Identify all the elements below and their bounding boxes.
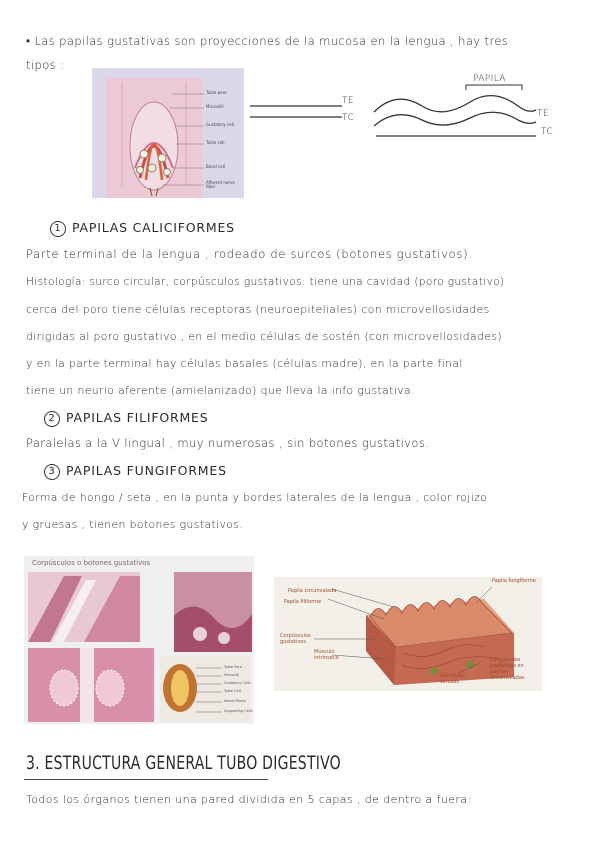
section-2-line-1: Paralelas a la V lingual , muy numerosas , sin botones gustativos.: [26, 436, 430, 450]
label-corpusculos: Corpúsculos gustativos: [280, 633, 311, 645]
section-1-line-3: cerca del poro tiene células receptoras (neuroepiteliales) con microvellosidades: [26, 303, 490, 316]
papila-label: PAPILA: [473, 74, 506, 84]
histology-label-5: Supporting Cells: [224, 709, 253, 713]
section-3-main-title: 3. ESTRUCTURA GENERAL TUBO DIGESTIVO: [26, 752, 341, 774]
section-1-line-5: y en la parte terminal hay células basales (células madre), en la parte final: [26, 357, 463, 370]
figure1-label-2: Gustatory cell: [206, 122, 234, 127]
tongue-tissue-photo: [274, 577, 542, 691]
figure1-label-0: Taste pore: [206, 90, 227, 95]
histology-collage: [24, 556, 254, 724]
section-3-line-2: y gruesas , tienen botones gustativos.: [22, 518, 244, 531]
intro-line-1: • Las papilas gustativas son proyecciones de la mucosa en la lengua , hay tres: [26, 34, 509, 48]
histology-photo: [24, 556, 254, 724]
label-musculo: Músculo intrínseco: [314, 649, 339, 661]
figure1-label-4: Basal cell: [206, 164, 225, 169]
figure1-label-3: Taste cell: [206, 140, 225, 145]
section-3-line-1: Forma de hongo / seta , en la punta y bordes laterales de la lengua , color rojizo: [22, 491, 488, 504]
taste-bud-illustration: [92, 68, 244, 198]
figure1-label-5: Afferent nerve fiber: [206, 180, 235, 189]
histology-caption: Corpúsculos o botones gustativos: [32, 559, 151, 567]
histology-label-4: Nerve Fibers: [224, 699, 246, 703]
section-3-title-underline: [24, 779, 268, 780]
histology-label-2: Gustatory Cells: [224, 681, 251, 685]
section-2-title: PAPILAS FILIFORMES: [66, 410, 209, 425]
section-1-number: 1: [50, 221, 66, 237]
papila-wave-sketch: [370, 82, 550, 142]
section-1-line-6: tiene un neurio aferente (amielanizado) que lleva la info gustativa.: [26, 384, 415, 397]
section-1-line-4: dirigidas al poro gustativo , en el medio células de sostén (con microvellosidades): [26, 330, 502, 343]
taste-bud-figure: [92, 68, 244, 198]
section-3-intro-text: Todos los órganos tienen una pared dividida en 5 capas , de dentro a fuera:: [26, 793, 472, 806]
histology-label-1: Microvilli: [224, 673, 240, 677]
label-corpusculos-papilas: Corpúsculos gustativos en papilas circunvaladas: [490, 657, 525, 681]
section-3-heading: [44, 463, 227, 480]
section-2-heading: [44, 410, 208, 427]
section-3-title: PAPILAS FUNGIFORMES: [66, 463, 227, 478]
label-papila-circunvalada: Papila circunvalada: [288, 588, 337, 594]
section-1-heading: [50, 220, 235, 237]
histology-label-3: Taste Cell: [224, 689, 241, 693]
section-3-number: 3: [44, 464, 60, 480]
intro-line-2: tipos :: [26, 58, 65, 72]
label-glandulas: Glándulas serosas: [440, 673, 465, 685]
histology-label-0: Taste Pore: [224, 665, 242, 669]
section-1-line-1: Parte terminal de la lengua , rodeado de surcos (botones gustativos).: [26, 247, 473, 261]
label-papila-filiforme: Papila filiforme: [284, 599, 322, 605]
figure1-label-1: Microvilli: [206, 104, 224, 109]
section-2-number: 2: [44, 411, 60, 427]
label-papila-fungiforme: Papila fungiforme: [492, 578, 536, 584]
section-1-title: PAPILAS CALICIFORMES: [72, 220, 235, 235]
label-te-wave: TE: [537, 109, 549, 119]
label-tc-wave: TC: [541, 127, 554, 137]
label-te-flat: TE: [342, 96, 354, 106]
label-tc-flat: TC: [342, 113, 355, 123]
section-1-line-2: Histología: surco circular, corpúsculos gustativos: tiene una cavidad (poro gustativo): [26, 276, 505, 288]
